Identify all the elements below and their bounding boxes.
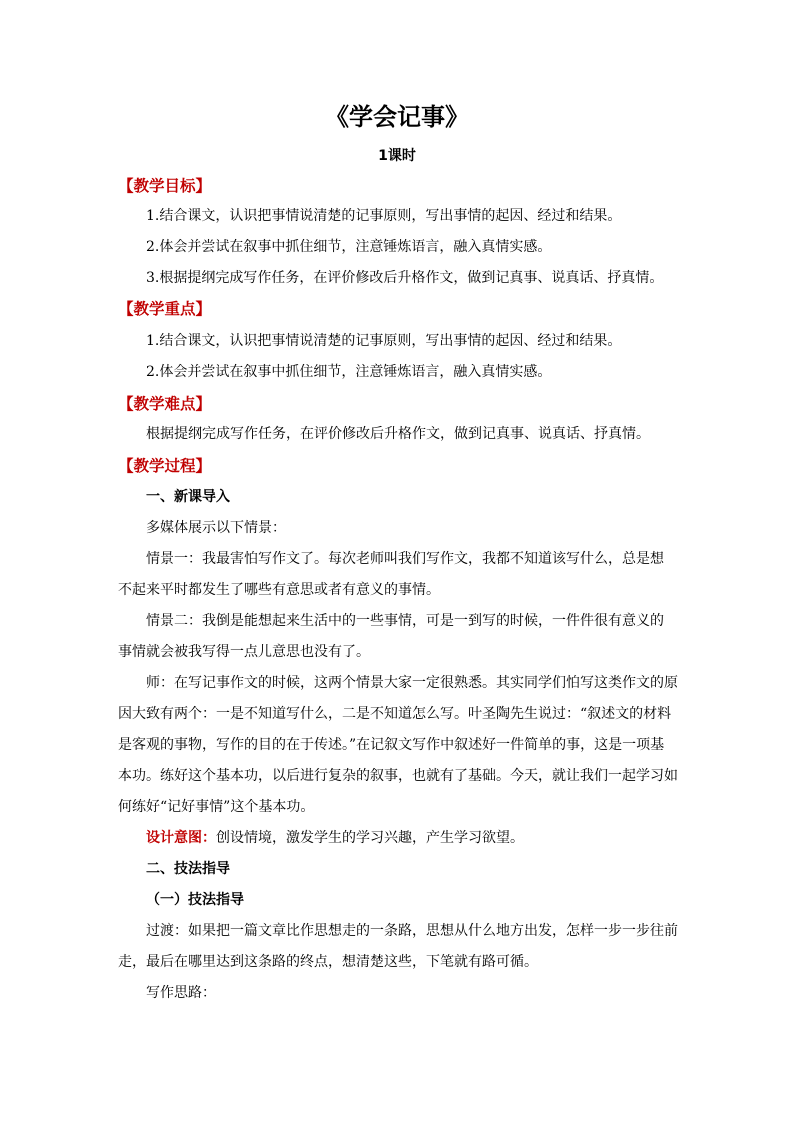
teacher-line-5: 何练好“记好事情”这个基本功。 — [118, 799, 315, 815]
objectives-heading: 【教学目标】 — [118, 177, 212, 195]
key-point-item-2: 2.体会并尝试在叙事中抓住细节，注意锤炼语言，融入真情实感。 — [146, 364, 552, 380]
scene-2-line-1: 情景二：我倒是能想起来生活中的一些事情，可是一到写的时候，一件件很有意义的 — [146, 613, 664, 629]
objective-item-1: 1.结合课文，认识把事情说清楚的记事原则，写出事情的起因、经过和结果。 — [146, 208, 622, 224]
scene-1-line-1: 情景一：我最害怕写作文了。每次老师叫我们写作文，我都不知道该写什么，总是想 — [146, 551, 664, 567]
design-intent-text: 创设情境，激发学生的学习兴趣，产生学习欲望。 — [216, 830, 524, 846]
objective-item-3: 3.根据提纲完成写作任务，在评价修改后升格作文，做到记真事、说真话、抒真情。 — [146, 270, 664, 286]
process-heading: 【教学过程】 — [118, 457, 212, 475]
key-point-item-1: 1.结合课文，认识把事情说清楚的记事原则，写出事情的起因、经过和结果。 — [146, 333, 622, 349]
intro-text: 多媒体展示以下情景： — [146, 520, 286, 536]
transition-line-2: 走，最后在哪里达到这条路的终点，想清楚这些，下笔就有路可循。 — [118, 954, 538, 970]
design-intent-label: 设计意图： — [146, 830, 216, 846]
objective-item-2: 2.体会并尝试在叙事中抓住细节，注意锤炼语言，融入真情实感。 — [146, 239, 552, 255]
section-2-title: 二、技法指导 — [146, 861, 230, 877]
scene-2-line-2: 事情就会被我写得一点儿意思也没有了。 — [118, 644, 370, 660]
scene-1-line-2: 不起来平时都发生了哪些有意思或者有意义的事情。 — [118, 582, 440, 598]
subsection-1-title: （一）技法指导 — [146, 892, 244, 908]
key-points-heading: 【教学重点】 — [118, 300, 212, 318]
teacher-line-2: 因大致有两个：一是不知道写什么，二是不知道怎么写。叶圣陶先生说过：“叙述文的材料 — [118, 706, 672, 722]
transition-line-1: 过渡：如果把一篇文章比作思想走的一条路，思想从什么地方出发，怎样一步一步往前 — [146, 923, 678, 939]
difficulties-heading: 【教学难点】 — [118, 395, 212, 413]
teacher-line-4: 本功。练好这个基本功，以后进行复杂的叙事，也就有了基础。今天，就让我们一起学习如 — [118, 768, 678, 784]
design-intent — [146, 828, 524, 848]
lesson-duration: 1课时 — [378, 148, 416, 164]
difficulties-text: 根据提纲完成写作任务，在评价修改后升格作文，做到记真事、说真话、抒真情。 — [146, 426, 650, 442]
document-title: 《学会记事》 — [325, 103, 469, 131]
writing-ideas-label: 写作思路： — [146, 985, 216, 1001]
teacher-line-3: 是客观的事物，写作的目的在于传述。”在记叙文写作中叙述好一件简单的事，这是一项基 — [118, 737, 665, 753]
section-1-title: 一、新课导入 — [146, 489, 230, 505]
teacher-line-1: 师：在写记事作文的时候，这两个情景大家一定很熟悉。其实同学们怕写这类作文的原 — [146, 675, 678, 691]
